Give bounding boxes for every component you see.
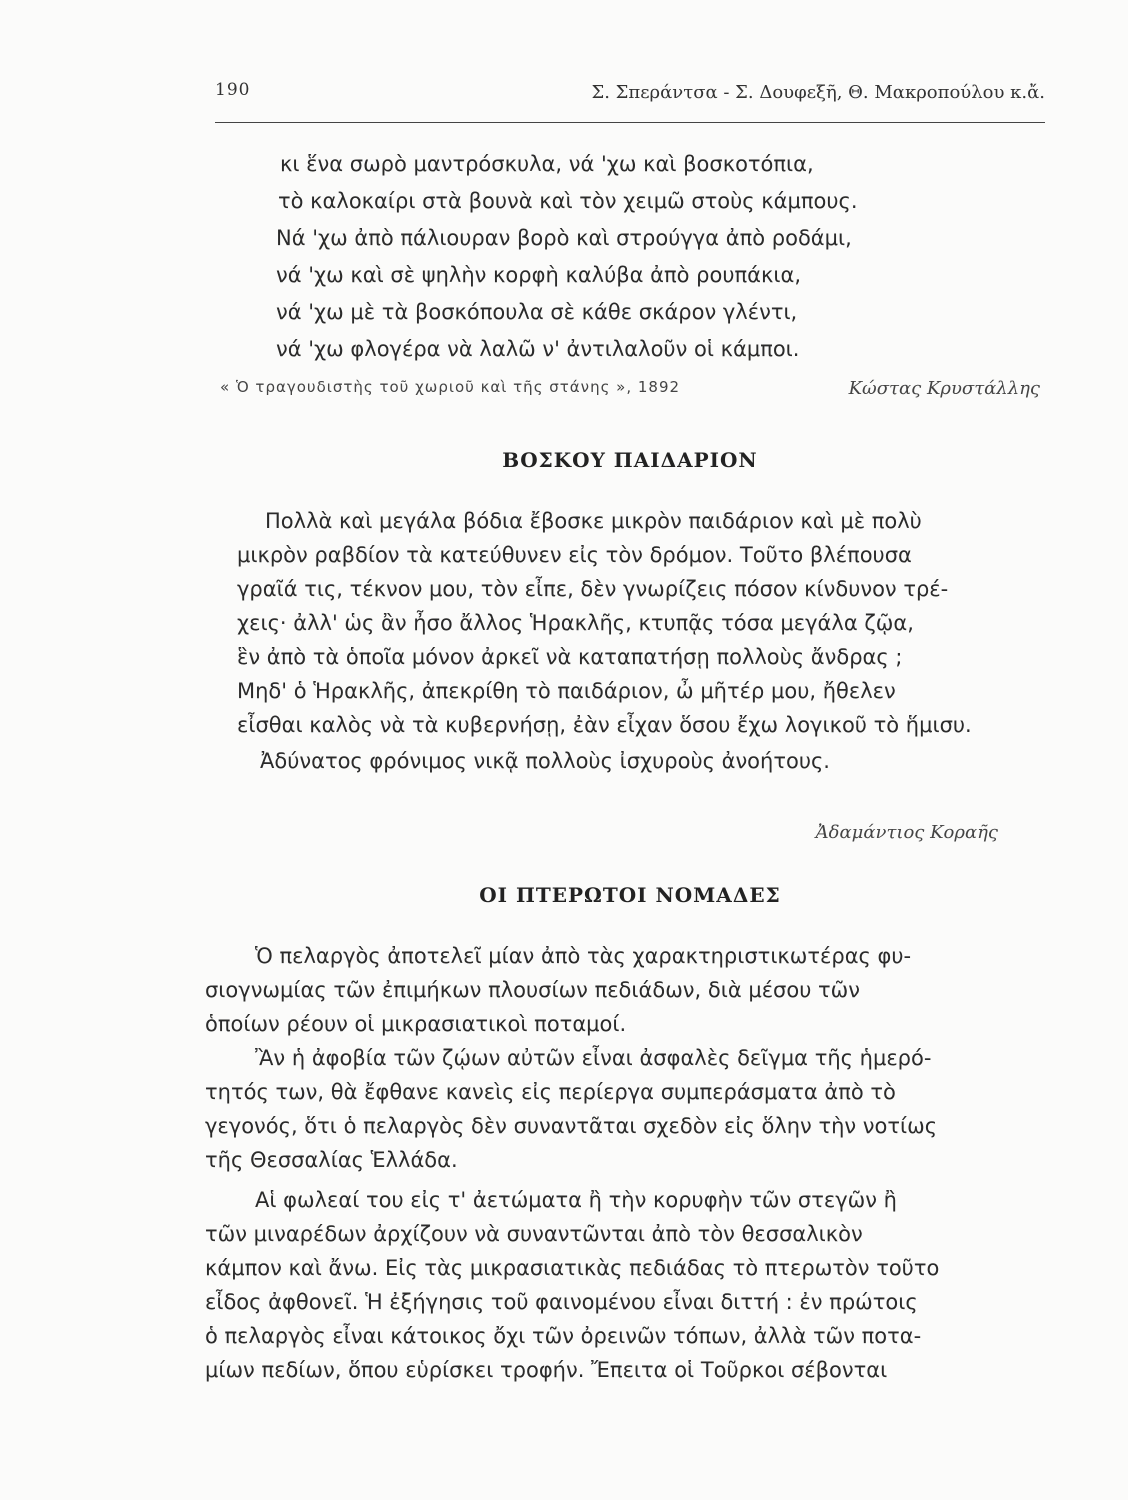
text-line: ὁποίων ρέουν οἱ μικρασιατικοὶ ποταμοί. (205, 1012, 627, 1036)
header-rule (215, 122, 1045, 123)
running-head: Σ. Σπεράντσα - Σ. Δουφεξῆ, Θ. Μακροπούλου κ.ἄ. (591, 82, 1045, 103)
text-line: ἓν ἀπὸ τὰ ὁποῖα μόνον ἀρκεῖ νὰ καταπατήσῃ πολλοὺς ἄνδρας ; (237, 645, 903, 669)
text-line: τῶν μιναρέδων ἀρχίζουν νὰ συναντῶνται ἀπὸ τὸν θεσσαλικὸν (205, 1222, 863, 1246)
text-line: τητός των, θὰ ἔφθανε κανεὶς εἰς περίεργα συμπεράσματα ἀπὸ τὸ (205, 1080, 896, 1104)
poem-line: κι ἕνα σωρὸ μαντρόσκυλα, νά 'χω καὶ βοσκοτόπια, (280, 152, 814, 176)
text-line: Αἱ φωλεαί του εἰς τ' ἀετώματα ἢ τὴν κορυφὴν τῶν στεγῶν ἢ (255, 1188, 897, 1212)
poem-line: τὸ καλοκαίρι στὰ βουνὰ καὶ τὸν χειμῶ στοὺς κάμπους. (278, 189, 858, 213)
text-line: γεγονός, ὅτι ὁ πελαργὸς δὲν συναντᾶται σχεδὸν εἰς ὅλην τὴν νοτίως (205, 1114, 938, 1138)
poem-source: « Ὁ τραγουδιστὴς τοῦ χωριοῦ καὶ τῆς στάνης », 1892 (220, 378, 681, 396)
text-line: Ἂν ἡ ἀφοβία τῶν ζῴων αὐτῶν εἶναι ἀσφαλὲς δεῖγμα τῆς ἡμερό- (255, 1046, 932, 1070)
poem-caption (220, 378, 1040, 408)
text-line: σιογνωμίας τῶν ἐπιμήκων πλουσίων πεδιάδων, διὰ μέσου τῶν (205, 978, 860, 1002)
text-line: μίων πεδίων, ὅπου εὑρίσκει τροφήν. Ἔπειτα οἱ Τοῦρκοι σέβονται (205, 1358, 888, 1382)
poem-line: νά 'χω καὶ σὲ ψηλὴν κορφὴ καλύβα ἀπὸ ρουπάκια, (276, 263, 801, 287)
poem-line: Νά 'χω ἀπὸ πάλιουραν βορὸ καὶ στρούγγα ἀπὸ ροδάμι, (276, 226, 852, 250)
text-line: Πολλὰ καὶ μεγάλα βόδια ἔβοσκε μικρὸν παιδάριον καὶ μὲ πολὺ (265, 509, 922, 533)
text-line: τῆς Θεσσαλίας Ἑλλάδα. (205, 1148, 458, 1172)
text-line: μικρὸν ραβδίον τὰ κατεύθυνεν εἰς τὸν δρόμον. Τοῦτο βλέπουσα (237, 543, 912, 567)
poem-line: νά 'χω φλογέρα νὰ λαλῶ ν' ἀντιλαλοῦν οἱ κάμποι. (276, 337, 800, 361)
text-line: χεις· ἀλλ' ὡς ἂν ἦσο ἄλλος Ἡρακλῆς, κτυπᾷς τόσα μεγάλα ζῷα, (237, 611, 914, 635)
poem-author: Κώστας Κρυστάλλης (848, 378, 1040, 399)
section-title-pterotoi-nomades: ΟΙ ΠΤΕΡΩΤΟΙ ΝΟΜΑΔΕΣ (479, 883, 781, 907)
text-line: κάμπον καὶ ἄνω. Εἰς τὰς μικρασιατικὰς πεδιάδας τὸ πτερωτὸν τοῦτο (205, 1256, 940, 1280)
page-number: 190 (215, 80, 251, 100)
text-line: Ὁ πελαργὸς ἀποτελεῖ μίαν ἀπὸ τὰς χαρακτηριστικωτέρας φυ- (255, 944, 912, 968)
text-line: εἶδος ἀφθονεῖ. Ἡ ἐξήγησις τοῦ φαινομένου εἶναι διττή : ἐν πρώτοις (205, 1290, 918, 1314)
poem-line: νά 'χω μὲ τὰ βοσκόπουλα σὲ κάθε σκάρον γλέντι, (276, 300, 798, 324)
text-line: γραῖά τις, τέκνον μου, τὸν εἶπε, δὲν γνωρίζεις πόσον κίνδυνον τρέ- (237, 577, 949, 601)
section-title-boskou-paidarion: ΒΟΣΚΟΥ ΠΑΙΔΑΡΙΟΝ (502, 448, 758, 472)
text-line: ὁ πελαργὸς εἶναι κάτοικος ὄχι τῶν ὀρεινῶν τόπων, ἀλλὰ τῶν ποτα- (205, 1324, 922, 1348)
section-boskou-paidarion-author: Ἀδαμάντιος Κοραῆς (815, 822, 998, 843)
page-header (215, 70, 1045, 130)
text-line: Ἀδύνατος φρόνιμος νικᾷ πολλοὺς ἰσχυροὺς ἀνοήτους. (260, 749, 830, 773)
text-line: Μηδ' ὁ Ἡρακλῆς, ἀπεκρίθη τὸ παιδάριον, ὦ μῆτέρ μου, ἤθελεν (237, 679, 896, 703)
text-line: εἶσθαι καλὸς νὰ τὰ κυβερνήσῃ, ἐὰν εἶχαν ὅσου ἔχω λογικοῦ τὸ ἥμισυ. (237, 713, 972, 737)
